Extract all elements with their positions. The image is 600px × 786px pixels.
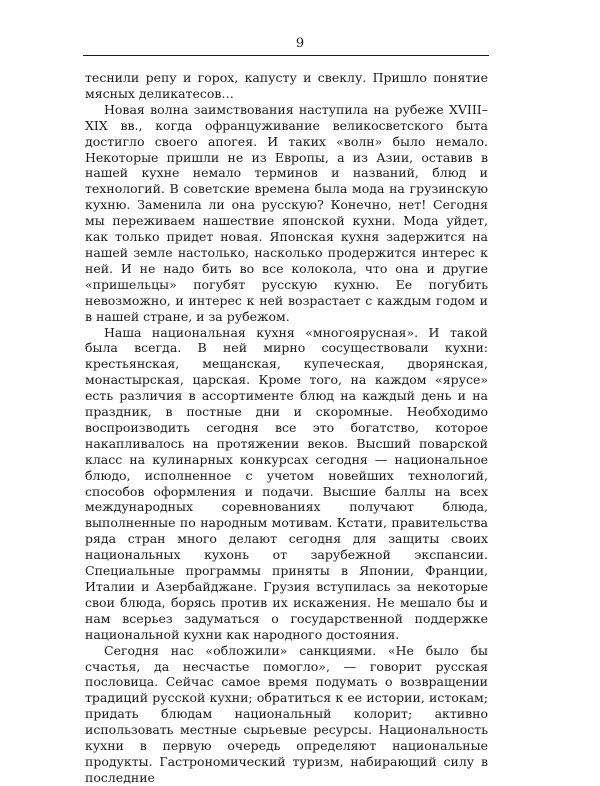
paragraph-4: Сегодня нас «обложили» санкциями. «Не было бы счастья, да несчастье помогло», — говорит русская пословица. Сейчас самое время подумать о возвращении традиций русской кухни; обратиться к ее истории, истокам; придать блюдам национальный колорит; активно использовать местные сырьевые ресурсы. Национальность кухни в первую очередь определяют национальные продукты. Гастрономический туризм, набирающий силу в последние <box>85 642 488 785</box>
header-rule <box>83 55 489 56</box>
paragraph-1: теснили репу и горох, капусту и свеклу. Пришло понятие мясных деликатесов… <box>85 70 488 101</box>
paragraph-2: Новая волна заимствования наступила на рубеже XVIII–XIX вв., когда офранцуживание великосветского быта достигло своего апогея. И таких «волн» было немало. Некоторые пришли не из Европы, а из Азии, оставив в нашей кухне немало терминов и названий, блюд и технологий. В советские времена была мода на грузинскую кухню. Заменила ли она русскую? Конечно, нет! Сегодня мы переживаем нашествие японской кухни. Мода уйдет, как только придет новая. Японская кухня задержится на нашей земле настолько, насколько продержится интерес к ней. И не надо бить во все колокола, что она и другие «пришельцы» погубят русскую кухню. Ее погубить невозможно, и интерес к ней возрастает с каждым годом и в нашей стране, и за рубежом. <box>85 101 488 324</box>
page-number: 9 <box>295 36 305 51</box>
paragraph-3: Наша национальная кухня «многоярусная». И такой была всегда. В ней мирно сосуществовали кухни: крестьянская, мещанская, купеческая, дворянская, монастырская, царская. Кроме того, на каждом «ярусе» есть различия в ассортименте блюд на каждый день и на праздник, в постные дни и скоромные. Необходимо воспроизводить сегодня все это богатство, которое накапливалось на протяжении веков. Высший поварской класс на кулинарных конкурсах сегодня — национальное блюдо, исполненное с учетом новейших технологий, способов оформления и подачи. Высшие баллы на всех международных соревнованиях получают блюда, выполненные по народным мотивам. Кстати, правительства ряда стран много делают сегодня для защиты своих национальных кухонь от зарубежной экспансии. Специальные программы приняты в Японии, Франции, Италии и Азербайджане. Грузия вступилась за некоторые свои блюда, борясь против их искажения. Не мешало бы и нам всерьез задуматься о государственной поддержке национальной кухни как народного достояния. <box>85 324 488 642</box>
body-text <box>85 70 488 786</box>
